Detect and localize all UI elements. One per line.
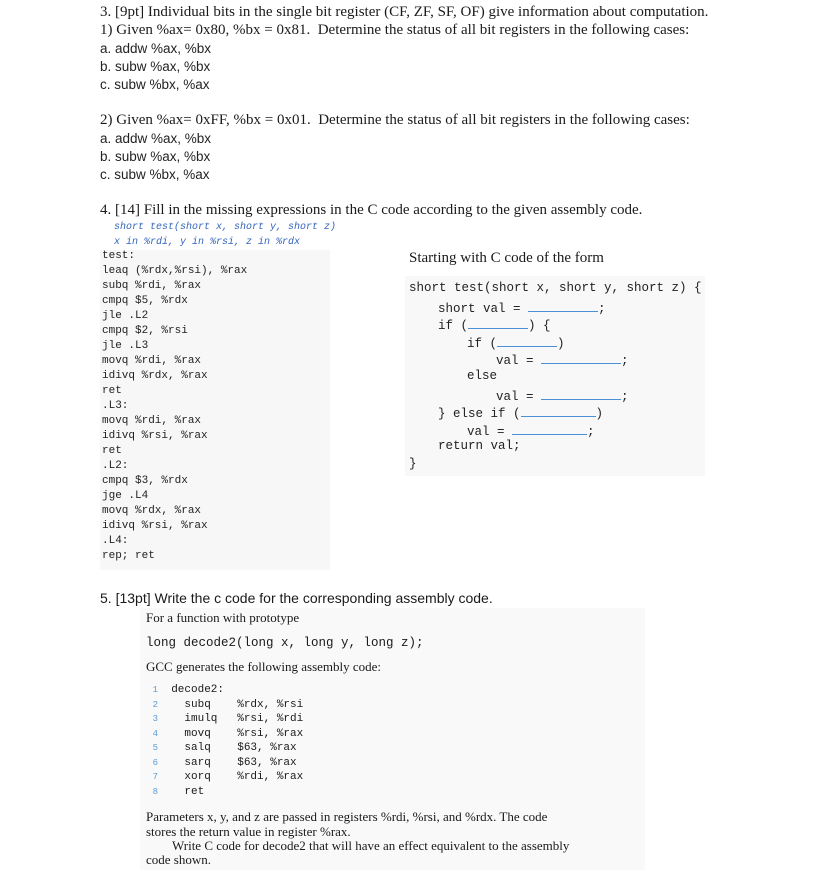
q3-title: 3. [9pt] Individual bits in the single bit register (CF, ZF, SF, OF) give information about computation.	[100, 4, 709, 20]
line-number: 8	[152, 786, 158, 797]
line-number: 7	[152, 772, 158, 782]
asm-text: xorq %rdi, %rax	[171, 771, 304, 783]
q5-asm-row	[146, 757, 297, 769]
q4-assembly-listing	[100, 250, 330, 570]
q5-params-line1: Parameters x, y, and z are passed in registers %rdi, %rsi, and %rdx. The code	[146, 809, 548, 824]
fill-blank-val-3[interactable]	[512, 422, 587, 435]
q4-c-code	[405, 276, 705, 476]
asm-line: idivq %rsi, %rax	[102, 520, 208, 532]
asm-line: idivq %rdx, %rax	[102, 370, 208, 382]
c-line-return: return val;	[438, 439, 521, 453]
q5-params-line2: stores the return value in register %rax.	[146, 824, 351, 839]
c-text: if (	[438, 319, 469, 333]
c-text: val =	[496, 390, 534, 404]
asm-line: cmpq $3, %rdx	[102, 475, 188, 487]
asm-line: test:	[102, 250, 136, 262]
c-text: val =	[467, 425, 505, 439]
c-text: val =	[496, 354, 534, 368]
q3-part1-case-b: b. subw %ax, %bx	[100, 59, 211, 74]
q3-part1-case-a: a. addw %ax, %bx	[100, 41, 212, 56]
line-number: 5	[152, 743, 158, 753]
c-line-else-if	[438, 404, 603, 421]
asm-line: leaq (%rdx,%rsi), %rax	[102, 265, 248, 277]
asm-label: .L3:	[102, 400, 129, 412]
q5-asm-row	[146, 728, 303, 740]
q5-write-line1: Write C code for decode2 that will have an effect equivalent to the assembly	[172, 838, 570, 853]
c-line-val-assign-1	[496, 351, 629, 368]
q5-asm-row	[146, 771, 303, 783]
asm-line: cmpq $2, %rsi	[102, 325, 188, 337]
c-text: ) {	[528, 319, 551, 333]
c-line-val-decl	[438, 299, 606, 316]
fill-blank-val-2[interactable]	[541, 387, 621, 400]
asm-line: idivq %rsi, %rax	[102, 430, 208, 442]
fill-blank-val-1[interactable]	[541, 351, 621, 364]
q3-part2-case-b: b. subw %ax, %bx	[100, 149, 211, 164]
q3-part2-given: 2) Given %ax= 0xFF, %bx = 0x01. Determine the status of all bit registers in the following cases:	[100, 112, 690, 128]
asm-line: movq %rdi, %rax	[102, 355, 202, 367]
asm-line: movq %rdx, %rax	[102, 505, 202, 517]
c-text: ;	[587, 425, 595, 439]
c-text: )	[595, 407, 604, 421]
asm-label: .L2:	[102, 460, 129, 472]
q5-asm-row	[146, 699, 303, 711]
q5-prototype: long decode2(long x, long y, long z);	[146, 636, 424, 650]
asm-line: rep; ret	[102, 550, 155, 562]
c-text: ;	[621, 354, 629, 368]
c-text: } else if (	[438, 407, 521, 421]
c-line-val-assign-3	[467, 422, 595, 439]
q4-c-intro: Starting with C code of the form	[409, 250, 604, 266]
asm-text: subq %rdx, %rsi	[171, 698, 304, 711]
fill-blank-val-init[interactable]	[528, 299, 598, 312]
c-line-close: }	[409, 457, 417, 471]
c-line-else: else	[467, 369, 498, 383]
q5-title: 5. [13pt] Write the c code for the corresponding assembly code.	[100, 590, 493, 606]
c-text: )	[557, 337, 565, 351]
q5-write-line2: code shown.	[146, 852, 211, 867]
fill-blank-outer-condition[interactable]	[468, 316, 528, 329]
q3-part1-given: 1) Given %ax= 0x80, %bx = 0x81. Determine the status of all bit registers in the following cases:	[100, 22, 690, 38]
c-text: short val =	[438, 302, 521, 316]
q5-asm-row	[146, 713, 303, 725]
asm-line: subq %rdi, %rax	[102, 280, 202, 292]
line-number: 6	[152, 757, 158, 768]
q3-part2-case-c: c. subw %bx, %ax	[100, 167, 210, 182]
c-line-if-inner	[467, 334, 565, 351]
c-line-if-outer	[438, 316, 551, 333]
c-line-signature: short test(short x, short y, short z) {	[409, 281, 702, 295]
asm-line: movq %rdi, %rax	[102, 415, 202, 427]
asm-line: jle .L3	[102, 340, 149, 352]
q5-assembly-listing	[146, 684, 396, 802]
asm-label: .L4:	[102, 535, 129, 547]
asm-text: sarq $63, %rax	[171, 756, 297, 769]
line-number: 4	[152, 728, 158, 739]
q5-intro: For a function with prototype	[146, 610, 300, 625]
fill-blank-else-if-condition[interactable]	[521, 404, 596, 417]
asm-text: ret	[171, 785, 205, 798]
q5-gcc-note: GCC generates the following assembly code:	[146, 659, 382, 674]
line-number: 3	[152, 714, 158, 724]
c-text: if (	[467, 337, 498, 351]
c-line-val-assign-2	[496, 387, 629, 404]
asm-line: jle .L2	[102, 310, 149, 322]
q5-asm-row	[146, 786, 204, 798]
asm-text: salq $63, %rax	[171, 742, 297, 754]
asm-line: ret	[102, 385, 122, 397]
fill-blank-inner-condition[interactable]	[497, 334, 557, 347]
q4-title: 4. [14] Fill in the missing expressions in the C code according to the given assembly code.	[100, 202, 643, 218]
q4-signature-note: short test(short x, short y, short z)	[114, 222, 337, 233]
asm-line: ret	[102, 445, 122, 457]
asm-text: movq %rsi, %rax	[171, 727, 304, 740]
q3-part1-case-c: c. subw %bx, %ax	[100, 77, 210, 92]
asm-line: cmpq $5, %rdx	[102, 295, 188, 307]
line-number: 1	[152, 685, 158, 695]
c-text: ;	[621, 390, 629, 404]
q5-asm-row	[146, 684, 224, 696]
line-number: 2	[152, 699, 158, 710]
asm-text: imulq %rsi, %rdi	[171, 713, 304, 725]
q4-register-note: x in %rdi, y in %rsi, z in %rdx	[114, 237, 301, 248]
asm-text: decode2:	[171, 684, 225, 696]
q3-part2-case-a: a. addw %ax, %bx	[100, 131, 212, 146]
asm-line: jge .L4	[102, 490, 149, 502]
q5-asm-row	[146, 742, 297, 754]
c-text: ;	[598, 302, 606, 316]
